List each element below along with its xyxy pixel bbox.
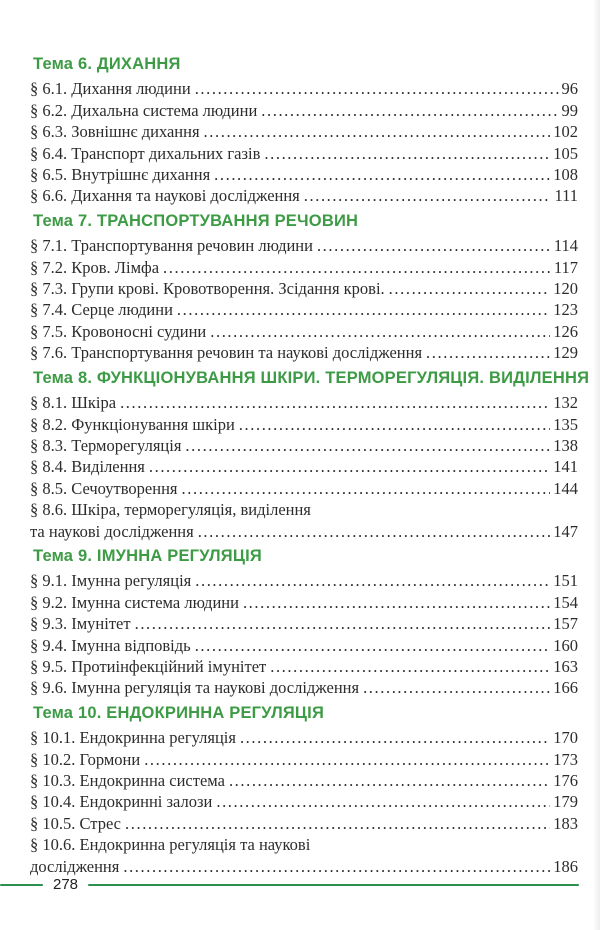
toc-entry: [30, 435, 578, 456]
toc-entry: [30, 856, 578, 877]
dot-leader: [120, 392, 550, 413]
entry-title: § 6.1. Дихання людини: [30, 79, 191, 99]
dot-leader: [426, 342, 550, 363]
toc-entry: [30, 414, 578, 435]
entry-page-number: 144: [553, 478, 578, 498]
toc-entry-wrap-line: [30, 499, 578, 520]
section-entries: [30, 392, 578, 542]
section-heading: Тема 8. ФУНКЦІОНУВАННЯ ШКІРИ. ТЕРМОРЕГУЛЯЦІЯ. ВИДІЛЕННЯ: [33, 368, 590, 387]
footer-rule-right: [88, 884, 579, 886]
entry-page-number: 105: [553, 143, 578, 163]
section-entries: [30, 727, 578, 877]
section-entries: [30, 235, 578, 363]
entry-title: § 10.2. Гормони: [30, 749, 141, 769]
section-heading: Тема 7. ТРАНСПОРТУВАННЯ РЕЧОВИН: [33, 211, 359, 230]
entry-title: § 8.3. Терморегуляція: [30, 435, 182, 455]
toc-entry: [30, 749, 578, 770]
dot-leader: [135, 613, 551, 634]
toc-entry: [30, 635, 578, 656]
dot-leader: [261, 100, 558, 121]
dot-leader: [163, 257, 551, 278]
toc-entry: [30, 278, 578, 299]
entry-title: § 8.1. Шкіра: [30, 393, 117, 413]
entry-title: та наукові дослідження: [30, 521, 194, 541]
entry-title: § 7.5. Кровоносні судини: [30, 321, 207, 341]
entry-page-number: 132: [553, 393, 578, 413]
entry-title: § 10.1. Ендокринна регуляція: [30, 728, 236, 748]
entry-page-number: 111: [554, 186, 578, 206]
entry-page-number: 151: [553, 571, 578, 591]
toc-entry: [30, 570, 578, 591]
entry-page-number: 120: [553, 279, 578, 299]
entry-page-number: 102: [553, 122, 578, 142]
toc-section: [30, 368, 590, 542]
entry-title: § 8.4. Виділення: [30, 457, 145, 477]
entry-page-number: 163: [553, 656, 578, 676]
entry-page-number: 160: [553, 635, 578, 655]
section-heading: Тема 10. ЕНДОКРИННА РЕГУЛЯЦІЯ: [33, 703, 324, 722]
entry-page-number: 96: [561, 79, 578, 99]
entry-page-number: 126: [553, 321, 578, 341]
dot-leader: [317, 235, 551, 256]
page-scan-edge: [593, 0, 600, 930]
page-number: 278: [53, 876, 79, 893]
entry-title: § 10.6. Ендокринна регуляція та наукові: [30, 835, 311, 855]
toc-entry: [30, 613, 578, 634]
dot-leader: [198, 521, 551, 542]
entry-title: § 7.4. Серце людини: [30, 300, 173, 320]
entry-page-number: 117: [553, 257, 578, 277]
entry-page-number: 154: [553, 592, 578, 612]
dot-leader: [240, 727, 550, 748]
toc-entry: [30, 656, 578, 677]
dot-leader: [229, 770, 550, 791]
entry-title: § 8.2. Функціонування шкіри: [30, 414, 235, 434]
toc-entry: [30, 299, 578, 320]
toc-entry: [30, 791, 578, 812]
dot-leader: [363, 677, 550, 698]
toc-entry: [30, 456, 578, 477]
dot-leader: [125, 813, 550, 834]
entry-title: § 9.6. Імунна регуляція та наукові дослідження: [30, 678, 360, 698]
toc-entry: [30, 478, 578, 499]
entry-page-number: 176: [553, 771, 578, 790]
dot-leader: [182, 478, 551, 499]
toc-entry: [30, 677, 578, 698]
toc-section: [30, 546, 578, 699]
toc-entry: [30, 521, 578, 542]
toc-section: [30, 54, 578, 207]
toc-entry: [30, 78, 578, 99]
entry-page-number: 186: [553, 856, 578, 876]
dot-leader: [144, 749, 550, 770]
dot-leader: [214, 164, 550, 185]
entry-page-number: 170: [553, 728, 578, 748]
toc-entry: [30, 121, 578, 142]
dot-leader: [264, 143, 550, 164]
dot-leader: [177, 299, 550, 320]
toc-entry: [30, 185, 578, 206]
toc-section: [30, 703, 578, 877]
toc-entry: [30, 143, 578, 164]
entry-title: § 9.2. Імунна система людини: [30, 592, 239, 612]
toc: [30, 54, 590, 877]
dot-leader: [270, 656, 550, 677]
toc-entry-wrap-line: [30, 834, 578, 855]
toc-entry: [30, 727, 578, 748]
toc-entry: [30, 813, 578, 834]
entry-title: § 7.2. Кров. Лімфа: [30, 257, 160, 277]
entry-title: § 6.3. Зовнішнє дихання: [30, 122, 200, 142]
toc-entry: [30, 321, 578, 342]
toc-entry: [30, 100, 578, 121]
entry-page-number: 114: [553, 236, 578, 256]
entry-page-number: 179: [553, 792, 578, 812]
dot-leader: [185, 435, 550, 456]
dot-leader: [389, 278, 551, 299]
entry-page-number: 123: [553, 300, 578, 320]
entry-page-number: 157: [553, 614, 578, 634]
entry-title: дослідження: [30, 856, 120, 876]
entry-title: § 10.3. Ендокринна система: [30, 771, 225, 790]
dot-leader: [304, 185, 552, 206]
toc-entry: [30, 235, 578, 256]
toc-entry: [30, 392, 578, 413]
dot-leader: [204, 121, 551, 142]
entry-page-number: 183: [553, 813, 578, 833]
entry-title: § 9.4. Імунна відповідь: [30, 635, 191, 655]
entry-page-number: 135: [553, 414, 578, 434]
entry-title: § 9.3. Імунітет: [30, 614, 131, 634]
toc-entry: [30, 342, 578, 363]
entry-page-number: 99: [561, 100, 578, 120]
entry-title: § 6.5. Внутрішнє дихання: [30, 165, 211, 185]
section-entries: [30, 570, 578, 698]
entry-page-number: 138: [553, 435, 578, 455]
entry-page-number: 166: [553, 678, 578, 698]
toc-entry: [30, 770, 578, 791]
toc-entry: [30, 257, 578, 278]
entry-title: § 8.5. Сечоутворення: [30, 478, 178, 498]
entry-title: § 6.6. Дихання та наукові дослідження: [30, 186, 300, 206]
entry-page-number: 147: [553, 521, 578, 541]
entry-title: § 7.6. Транспортування речовин та наукові дослідження: [30, 343, 423, 363]
section-heading: Тема 6. ДИХАННЯ: [33, 55, 181, 73]
entry-title: § 7.1. Транспортування речовин людини: [30, 236, 313, 256]
entry-title: § 10.5. Стрес: [30, 813, 122, 833]
dot-leader: [216, 791, 550, 812]
entry-title: § 10.4. Ендокринні залози: [30, 792, 213, 812]
entry-page-number: 129: [553, 343, 578, 363]
dot-leader: [195, 570, 550, 591]
footer-rule-left: [0, 884, 43, 886]
dot-leader: [149, 456, 550, 477]
dot-leader: [210, 321, 550, 342]
entry-page-number: 173: [553, 749, 578, 769]
dot-leader: [195, 78, 559, 99]
dot-leader: [195, 635, 551, 656]
entry-title: § 7.3. Групи крові. Кровотворення. Зсідання крові.: [30, 279, 385, 299]
dot-leader: [239, 414, 550, 435]
dot-leader: [243, 592, 550, 613]
toc-entry: [30, 164, 578, 185]
section-heading: Тема 9. ІМУННА РЕГУЛЯЦІЯ: [33, 546, 262, 565]
entry-title: § 6.2. Дихальна система людини: [30, 100, 258, 120]
dot-leader: [123, 856, 550, 877]
entry-title: § 9.5. Протиінфекційний імунітет: [30, 656, 267, 676]
toc-section: [30, 211, 578, 364]
entry-page-number: 141: [553, 457, 578, 477]
page-footer: [0, 876, 600, 893]
section-entries: [30, 78, 578, 206]
entry-title: § 9.1. Імунна регуляція: [30, 571, 192, 591]
entry-title: § 8.6. Шкіра, терморегуляція, виділення: [30, 500, 311, 520]
toc-entry: [30, 592, 578, 613]
entry-page-number: 108: [553, 165, 578, 185]
entry-title: § 6.4. Транспорт дихальних газів: [30, 143, 261, 163]
